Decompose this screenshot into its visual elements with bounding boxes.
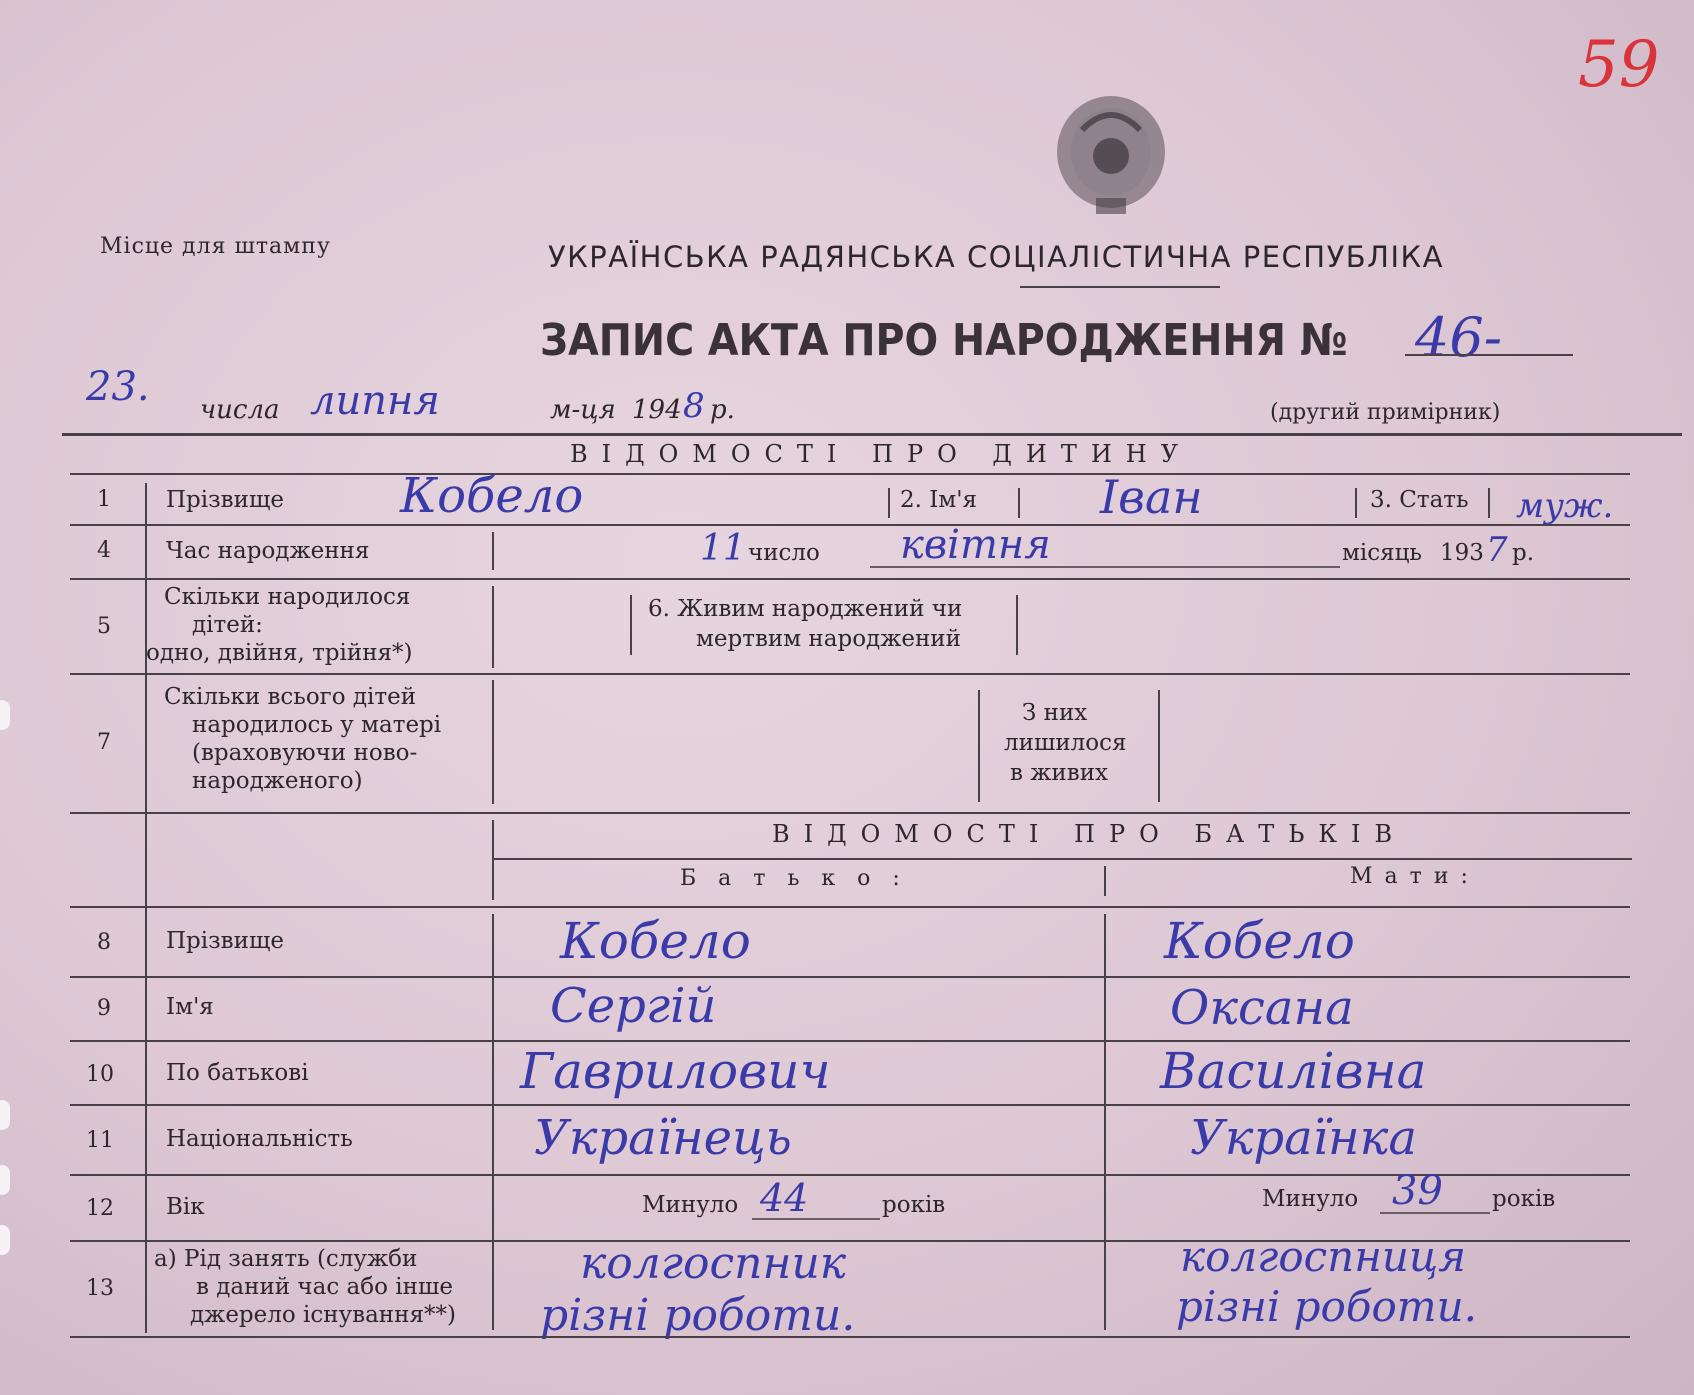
- row-number: 5: [97, 614, 111, 639]
- field-divider: [630, 595, 632, 655]
- children-alive-label-1: З них: [1022, 700, 1088, 726]
- record-day: 23.: [86, 364, 150, 410]
- row-number: 8: [97, 930, 111, 955]
- field-divider: [492, 532, 494, 570]
- mother-age-value: 39: [1392, 1168, 1443, 1214]
- mother-nationality-value: Українка: [1190, 1110, 1417, 1166]
- row-rule: [70, 524, 1630, 526]
- field-divider: [978, 690, 980, 802]
- birth-year-printed: 193: [1440, 540, 1484, 566]
- copy-note: (другий примірник): [1270, 400, 1501, 425]
- mother-heading: Мати:: [1350, 864, 1480, 889]
- father-occupation-line-1: колгоспник: [580, 1238, 847, 1289]
- mother-occupation-line-2: різні роботи.: [1176, 1282, 1477, 1331]
- mother-name-value: Оксана: [1170, 980, 1354, 1036]
- father-age-value: 44: [760, 1176, 809, 1220]
- field-divider: [1355, 488, 1357, 518]
- punch-hole: [0, 1100, 10, 1130]
- birth-month-value: квітня: [900, 522, 1051, 568]
- republic-title: УКРАЇНСЬКА РАДЯНСЬКА СОЦІАЛІСТИЧНА РЕСПУБЛІКА: [548, 240, 1444, 274]
- parent-age-label: Вік: [166, 1194, 205, 1220]
- child-name-label: 2. Ім'я: [900, 487, 978, 513]
- parent-patronymic-label: По батькові: [166, 1060, 309, 1086]
- row-rule: [70, 1104, 1630, 1106]
- occupation-label-2: в даний час або інше: [196, 1274, 453, 1300]
- child-sex-value: муж.: [1516, 486, 1614, 526]
- total-children-label-4: народженого): [192, 768, 363, 794]
- birth-day-label: число: [748, 540, 820, 566]
- row-number: 13: [86, 1276, 114, 1301]
- field-divider: [1018, 488, 1020, 518]
- live-or-stillborn-label-2: мертвим народжений: [696, 626, 961, 652]
- record-year-suffix: р.: [710, 395, 735, 425]
- occupation-label-1: а) Рід занять (служби: [154, 1246, 418, 1272]
- archive-page-number: 59: [1578, 28, 1660, 102]
- father-occupation-line-2: різні роботи.: [540, 1290, 856, 1341]
- child-name-value: Іван: [1100, 470, 1203, 524]
- row-rule: [70, 812, 1630, 814]
- father-heading: Батько:: [680, 866, 922, 891]
- mother-column-rule: [1104, 914, 1106, 1330]
- mother-age-suffix: років: [1492, 1186, 1556, 1212]
- punch-hole: [0, 1165, 10, 1195]
- field-divider: [1158, 690, 1160, 802]
- father-patronymic-value: Гаврилович: [520, 1042, 831, 1100]
- row-number: 12: [86, 1196, 114, 1221]
- row-rule: [70, 578, 1630, 580]
- child-surname-value: Кобело: [400, 468, 584, 524]
- birth-day-value: 11: [700, 528, 746, 569]
- field-divider: [888, 488, 890, 518]
- fill-line: [1380, 1212, 1490, 1214]
- record-year-hand: 8: [683, 386, 705, 426]
- coat-of-arms-emblem: [1052, 90, 1170, 218]
- punch-hole: [0, 700, 10, 730]
- father-surname-value: Кобело: [560, 912, 751, 970]
- record-month: липня: [310, 378, 440, 424]
- children-count-label-1: Скільки народилося: [164, 584, 411, 610]
- birth-time-label: Час народження: [166, 538, 370, 564]
- birth-month-label: місяць: [1342, 540, 1422, 566]
- number-column-rule: [145, 483, 147, 1333]
- row-rule: [70, 673, 1630, 675]
- children-alive-label-3: в живих: [1010, 760, 1108, 786]
- act-title: ЗАПИС АКТА ПРО НАРОДЖЕННЯ №: [540, 315, 1348, 366]
- child-section-heading: ВІДОМОСТІ ПРО ДИТИНУ: [570, 440, 1193, 468]
- father-name-value: Сергій: [550, 978, 717, 1034]
- record-day-label: числа: [200, 395, 280, 425]
- mother-patronymic-value: Василівна: [1160, 1042, 1427, 1100]
- field-divider: [1488, 488, 1490, 518]
- date-line-rule: [62, 433, 1682, 436]
- parent-name-label: Ім'я: [166, 994, 214, 1020]
- record-month-label: м-ця: [550, 395, 616, 425]
- mother-surname-value: Кобело: [1164, 912, 1355, 970]
- row-rule: [70, 1336, 1630, 1338]
- row-rule: [70, 906, 1630, 908]
- live-or-stillborn-label-1: 6. Живим народжений чи: [648, 596, 963, 622]
- title-divider: [1020, 286, 1220, 288]
- children-count-label-3: одно, двійня, трійня*): [146, 640, 413, 666]
- father-column-rule: [492, 914, 494, 1330]
- row-rule: [492, 858, 1632, 860]
- row-number: 9: [97, 996, 111, 1021]
- field-divider: [1016, 595, 1018, 655]
- field-divider: [492, 586, 494, 668]
- total-children-label-1: Скільки всього дітей: [164, 684, 417, 710]
- total-children-label-3: (враховуючи ново-: [192, 740, 418, 766]
- father-age-suffix: років: [882, 1192, 946, 1218]
- total-children-label-2: народилось у матері: [192, 712, 442, 738]
- child-surname-label: Прізвище: [166, 487, 284, 513]
- row-number: 10: [86, 1062, 114, 1087]
- parents-section-heading: ВІДОМОСТІ ПРО БАТЬКІВ: [772, 820, 1407, 848]
- children-alive-label-2: лишилося: [1004, 730, 1127, 756]
- row-rule: [70, 473, 1630, 475]
- birth-year-hand: 7: [1486, 530, 1508, 570]
- father-age-prefix: Минуло: [642, 1192, 739, 1218]
- row-rule: [70, 976, 1630, 978]
- row-number: 7: [97, 730, 111, 755]
- field-divider: [492, 680, 494, 804]
- birth-year-suffix: р.: [1512, 540, 1535, 566]
- field-divider: [492, 820, 494, 900]
- row-number: 1: [97, 487, 111, 512]
- record-year-printed: 194: [632, 395, 682, 425]
- mother-age-prefix: Минуло: [1262, 1186, 1359, 1212]
- row-number: 4: [97, 538, 111, 563]
- parent-nationality-label: Національність: [166, 1126, 353, 1152]
- mother-occupation-line-1: колгоспниця: [1180, 1232, 1467, 1281]
- children-count-label-2: дітей:: [192, 612, 263, 638]
- field-divider: [1104, 866, 1106, 896]
- stamp-place-label: Місце для штампу: [100, 234, 331, 259]
- act-number: 46-: [1415, 306, 1502, 369]
- child-sex-label: 3. Стать: [1370, 487, 1469, 513]
- act-number-underline: [1405, 354, 1573, 356]
- fill-line: [752, 1218, 880, 1220]
- father-nationality-value: Українець: [534, 1110, 792, 1166]
- row-number: 11: [86, 1128, 114, 1153]
- occupation-label-3: джерело існування**): [190, 1302, 456, 1328]
- punch-hole: [0, 1225, 10, 1255]
- fill-line: [870, 566, 1340, 568]
- parent-surname-label: Прізвище: [166, 928, 284, 954]
